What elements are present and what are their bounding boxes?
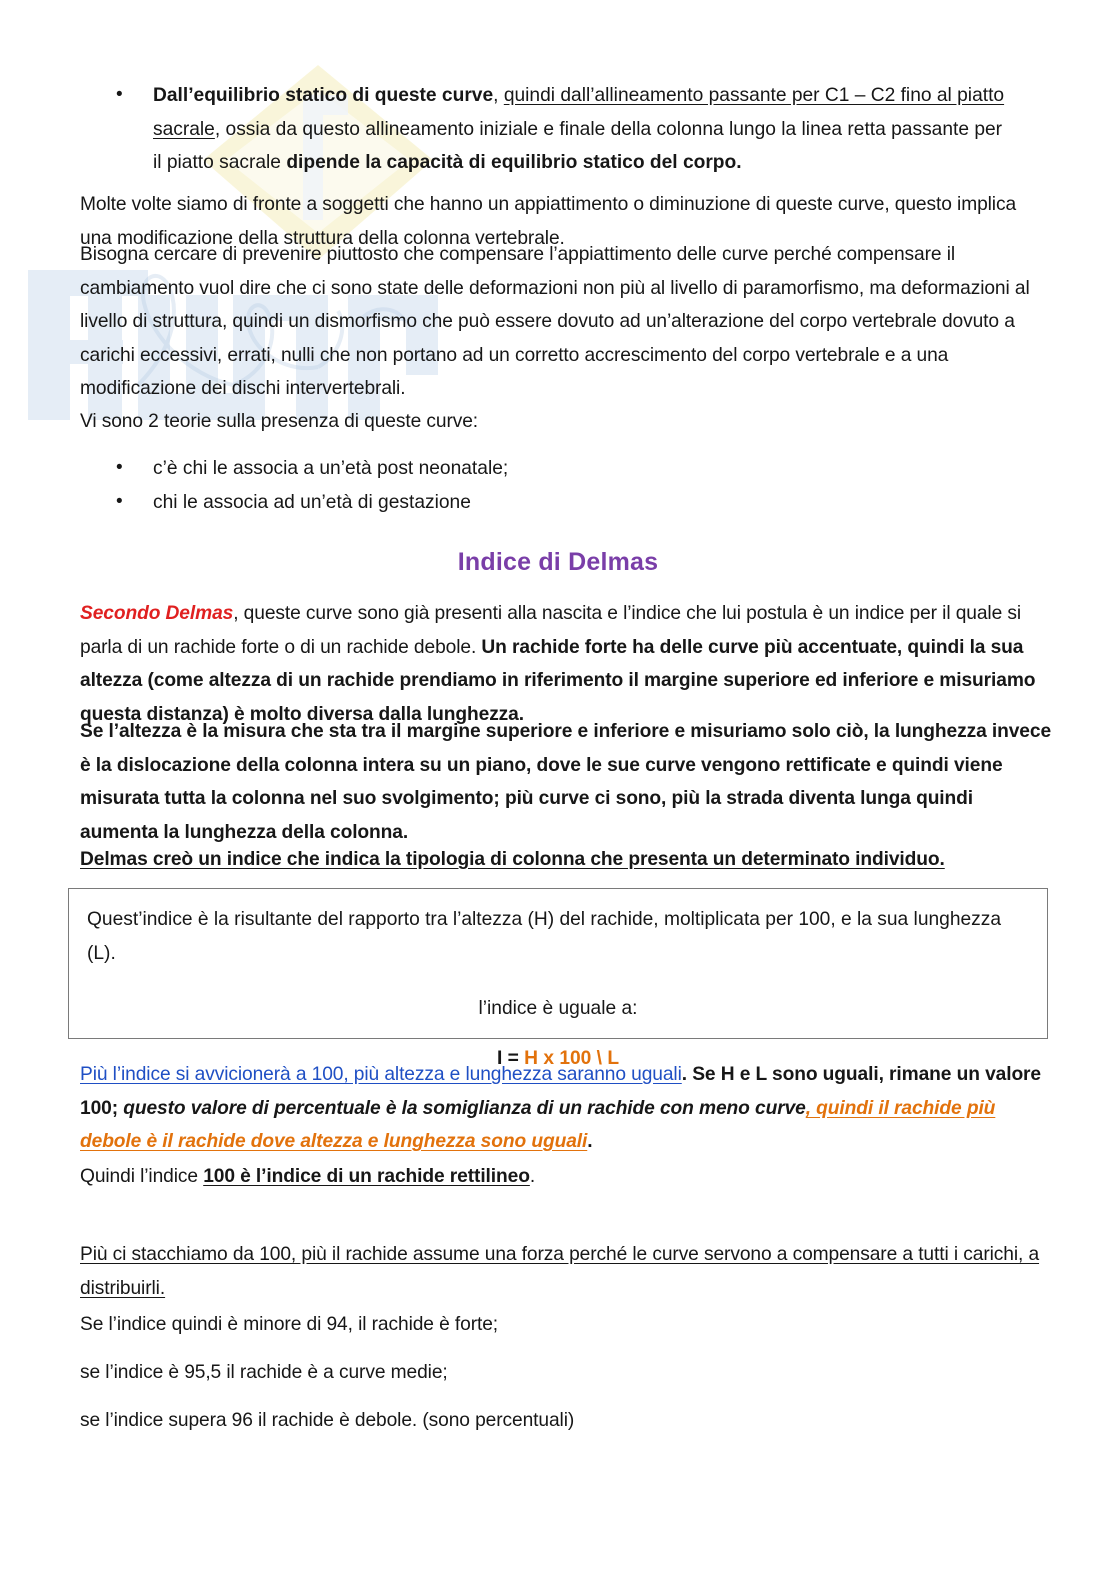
bold-block-text: Se l’altezza è la misura che sta tra il margine superiore e inferiore e misuriamo solo ciò, la lunghezza invece è la dislocazione della colonna intera su un piano, dove le sue curve vengono rettificate e quindi viene misurata tutta la colonna nel suo svolgimento; più curve ci sono, più la strada diventa lunga quindi aumenta la lunghezza della colonna. bbox=[80, 721, 1052, 843]
paragraph-altezza-lunghezza bbox=[80, 715, 1052, 849]
paragraph-piu-ci-stacchiamo bbox=[80, 1238, 1052, 1305]
bullet-underline-1: quindi dall’allineamento passante per C1 – C2 fino al piatto sacrale bbox=[153, 85, 1005, 140]
top-bullet-list bbox=[108, 79, 1008, 180]
delmas-creo-text: Delmas creò un indice che indica la tipologia di colonna che presenta un determinato individuo. bbox=[80, 849, 945, 870]
rule-debole bbox=[80, 1404, 780, 1438]
secondo-delmas-plain: , queste curve sono già presenti alla nascita e l’indice che lui postula è un indice per il quale si parla di un rachide forte o di un rachide debole. bbox=[80, 603, 1022, 658]
bullet-bold-lead: Dall’equilibrio statico di queste curve bbox=[153, 85, 494, 106]
box-center-label: l’indice è uguale a: bbox=[478, 998, 638, 1019]
paragraph-piu-indice bbox=[80, 1058, 1050, 1159]
bold-clause: . Se H e L sono uguali, rimane un valore 100; bbox=[80, 1064, 1041, 1119]
bold-italic-clause: questo valore di percentuale è la somiglianza di un rachide con meno curve bbox=[123, 1097, 806, 1119]
orange-clause: , quindi il rachide più debole è il rachide dove altezza e lunghezza sono uguali bbox=[80, 1097, 996, 1152]
theories-list bbox=[108, 452, 808, 519]
formula-value: H x 100 \ L bbox=[524, 1047, 620, 1069]
page-title: Indice di Delmas bbox=[457, 548, 659, 576]
paragraph-text: Molte volte siamo di fronte a soggetti che hanno un appiattimento o diminuzione di queste curve, questo implica una modificazione della struttura della colonna vertebrale. bbox=[80, 194, 1017, 249]
quindi-plain: Quindi l’indice bbox=[80, 1166, 204, 1187]
bullet-plain-2: , ossia da questo allineamento iniziale e finale della colonna lungo la linea retta passante per il piatto sacrale bbox=[153, 118, 1003, 173]
quindi-bold-underline: 100 è l’indice di un rachide rettilineo bbox=[203, 1166, 530, 1187]
theory-label: c’è chi le associa a un’età post neonatale; bbox=[153, 458, 509, 479]
list-item bbox=[108, 486, 808, 520]
theory-label: chi le associa ad un’età di gestazione bbox=[153, 491, 471, 513]
rule-medie bbox=[80, 1356, 780, 1390]
secondo-delmas-bold: Un rachide forte ha delle curve più accentuate, quindi la sua altezza (come altezza di un rachide prendiamo in riferimento il margine superiore ed inferiore e misuriamo questa distanza) è molto diversa dalla lunghezza. bbox=[80, 636, 1036, 725]
paragraph-delmas-creo bbox=[80, 843, 1055, 877]
list-item bbox=[108, 79, 1008, 180]
formula-prefix: I = bbox=[496, 1047, 525, 1069]
paragraph-quindi-indice bbox=[80, 1160, 680, 1194]
rule-text: se l’indice è 95,5 il rachide è a curve medie; bbox=[80, 1362, 448, 1383]
formula-box bbox=[68, 888, 1048, 1069]
clause-period: . bbox=[587, 1131, 593, 1152]
quindi-tail: . bbox=[529, 1166, 536, 1187]
paragraph-prevenire bbox=[80, 238, 1045, 406]
box-description: Quest’indice è la risultante del rapporto tra l’altezza (H) del rachide, moltiplicata per 100, e la sua lunghezza (L). bbox=[87, 909, 1002, 964]
piu-ci-text: Più ci stacchiamo da 100, più il rachide assume una forza perché le curve servono a compensare a tutti i carichi, a distribuirli. bbox=[80, 1244, 1040, 1299]
rule-text: Se l’indice quindi è minore di 94, il rachide è forte; bbox=[80, 1314, 499, 1335]
paragraph-text: Vi sono 2 teorie sulla presenza di queste curve: bbox=[80, 411, 479, 432]
secondo-delmas-lead: Secondo Delmas bbox=[80, 603, 234, 624]
paragraph-teorie bbox=[80, 405, 780, 439]
rule-text: se l’indice supera 96 il rachide è debole. (sono percentuali) bbox=[80, 1410, 575, 1431]
paragraph-secondo-delmas bbox=[80, 597, 1048, 731]
bullet-plain-1: , bbox=[493, 85, 504, 106]
bullet-bold-tail: dipende la capacità di equilibrio statico del corpo. bbox=[286, 152, 742, 173]
rule-forte bbox=[80, 1308, 780, 1342]
list-item bbox=[108, 452, 808, 486]
blue-underlined-clause: Più l’indice si avvicionerà a 100, più altezza e lunghezza saranno uguali bbox=[80, 1064, 682, 1085]
paragraph-text: Bisogna cercare di prevenire piuttosto che compensare l’appiattimento delle curve perché compensare il cambiamento vuol dire che ci sono state delle deformazioni non più al livello di paramorfismo, ma deformazioni al livello di struttura, quindi un dismorfismo che può essere dovuto ad un’alterazione del corpo vertebrale dovuto a carichi eccessivi, errati, nulli che non portano ad un corretto accrescimento del corpo vertebrale e a una modificazione dei dischi intervertebrali. bbox=[80, 244, 1030, 399]
